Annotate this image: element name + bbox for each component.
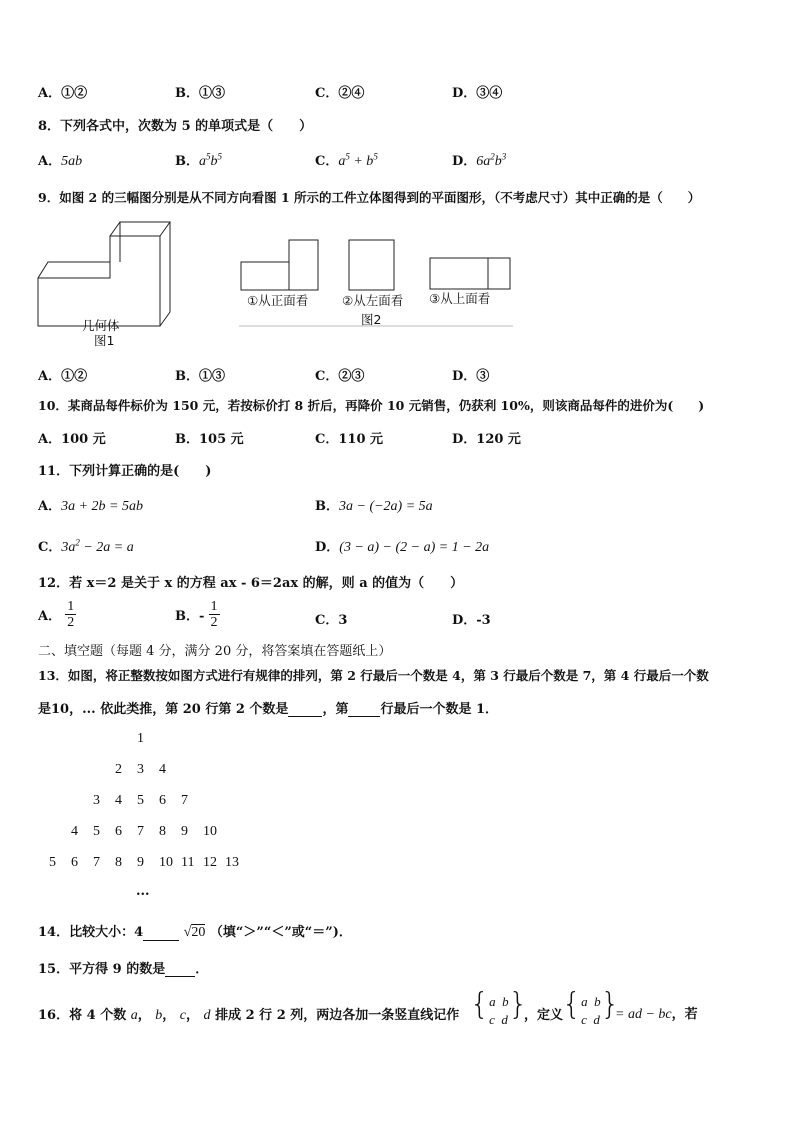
q11-stem: 11．下列计算正确的是( ) (38, 464, 212, 479)
q9-option-c: C．②③ (315, 369, 365, 384)
triangle-number: 6 (159, 793, 166, 808)
q11-option-a: A．3a + 2b = 5ab (38, 499, 143, 514)
triangle-number: 5 (93, 824, 100, 839)
q8-option-a: A．5ab (38, 154, 83, 169)
triangle-number: 2 (115, 762, 122, 777)
q9-option-d: D．③ (452, 369, 490, 384)
q16-matrix-notation: {a b c d} (470, 987, 528, 1027)
triangle-number: 3 (137, 762, 144, 777)
triangle-number: 13 (225, 855, 239, 870)
q9-figure-1 (34, 218, 184, 350)
q9-figure-2 (238, 236, 516, 330)
q10-option-a: A．100 元 (38, 432, 106, 447)
q7-option-c: C．②④ (315, 86, 365, 101)
triangle-number: 9 (181, 824, 188, 839)
q8-stem: 8．下列各式中，次数为 5 的单项式是（ ） (38, 119, 313, 134)
view-left-label: ②从左面看 (342, 293, 404, 308)
triangle-number: 8 (115, 855, 122, 870)
q13-line1: 13．如图，将正整数按如图方式进行有规律的排列，第 2 行最后一个数是 4，第 3 行最后个数是 7，第 4 行最后一个数 (38, 668, 709, 683)
triangle-number: 7 (137, 824, 144, 839)
triangle-number: 5 (49, 855, 56, 870)
section-2-title: 二、填空题（每题 4 分，满分 20 分，将答案填在答题纸上） (38, 644, 392, 659)
triangle-number: 12 (203, 855, 217, 870)
q7-option-a: A．①② (38, 86, 88, 101)
triangle-number: 7 (181, 793, 188, 808)
q16-matrix-definition: {a b c d} (562, 987, 620, 1027)
q16-text-a: 16．将 4 个数 a， b， c， d 排成 2 行 2 列，两边各加一条竖直线记作 (38, 1008, 460, 1023)
fig1-name: 几何体 (82, 318, 120, 333)
triangle-number: 11 (181, 855, 195, 870)
q16-rhs: = ad − bc，若 (615, 1007, 698, 1022)
triangle-number: 10 (159, 855, 173, 870)
q10-option-c: C．110 元 (315, 432, 384, 447)
q12-option-d: D．-3 (452, 613, 491, 628)
q11-option-c: C．$3a^2 - 2a = a$ (38, 537, 134, 555)
view-front-label: ①从正面看 (247, 293, 309, 308)
q14: 14．比较大小：4 √20 （填“＞”“＜”或“＝”)． (38, 925, 352, 940)
fig1-caption: 图1 (94, 333, 115, 348)
q9-option-b: B．①③ (175, 369, 225, 384)
q13-line2: 是10，... 依此类推，第 20 行第 2 个数是 ，第 行最后一个数是 1． (38, 702, 499, 717)
q12-option-c: C．3 (315, 613, 348, 628)
view-top-label: ③从上面看 (429, 291, 491, 306)
q7-option-d: D．③④ (452, 86, 503, 101)
q12-option-b: B．- $\frac{1}{2}$ (175, 599, 218, 630)
q10-option-d: D．120 元 (452, 432, 521, 447)
triangle-number: 1 (137, 731, 144, 746)
q10-stem: 10．某商品每件标价为 150 元，若按标价打 8 折后，再降价 10 元销售，仍获利 10%，则该商品每件的进价为( ) (38, 398, 705, 413)
triangle-number: 5 (137, 793, 144, 808)
q8-option-d: D．$6a^2b^3$ (452, 151, 507, 169)
triangle-number: 4 (159, 762, 166, 777)
q9-stem: 9．如图 2 的三幅图分别是从不同方向看图 1 所示的工件立体图得到的平面图形，（不考虑尺寸）其中正确的是（ ） (38, 190, 701, 205)
fig2-caption: 图2 (361, 312, 382, 327)
q8-option-c: C．$a^5 + b^5$ (315, 151, 378, 169)
q16-define: ，定义 (524, 1008, 564, 1023)
triangle-number: 9 (137, 855, 144, 870)
q9-option-a: A．①② (38, 369, 88, 384)
q11-option-b: B．3a − (−2a) = 5a (315, 499, 433, 514)
q11-option-d: D．(3 − a) − (2 − a) = 1 − 2a (315, 540, 490, 555)
triangle-ellipsis: ... (136, 884, 150, 899)
triangle-number: 6 (115, 824, 122, 839)
q15: 15．平方得 9 的数是 ． (38, 962, 209, 977)
q8-option-b: B．$a^5b^5$ (175, 151, 222, 169)
triangle-number: 7 (93, 855, 100, 870)
triangle-number: 3 (93, 793, 100, 808)
triangle-number: 4 (71, 824, 78, 839)
triangle-number: 4 (115, 793, 122, 808)
triangle-number: 8 (159, 824, 166, 839)
q7-option-b: B．①③ (175, 86, 225, 101)
triangle-number: 10 (203, 824, 217, 839)
triangle-number: 6 (71, 855, 78, 870)
q12-option-a: A． $\frac{1}{2}$ (38, 599, 75, 630)
q10-option-b: B．105 元 (175, 432, 244, 447)
q12-stem: 12．若 x＝2 是关于 x 的方程 ax - 6＝2ax 的解，则 a 的值为（ ） (38, 576, 464, 591)
